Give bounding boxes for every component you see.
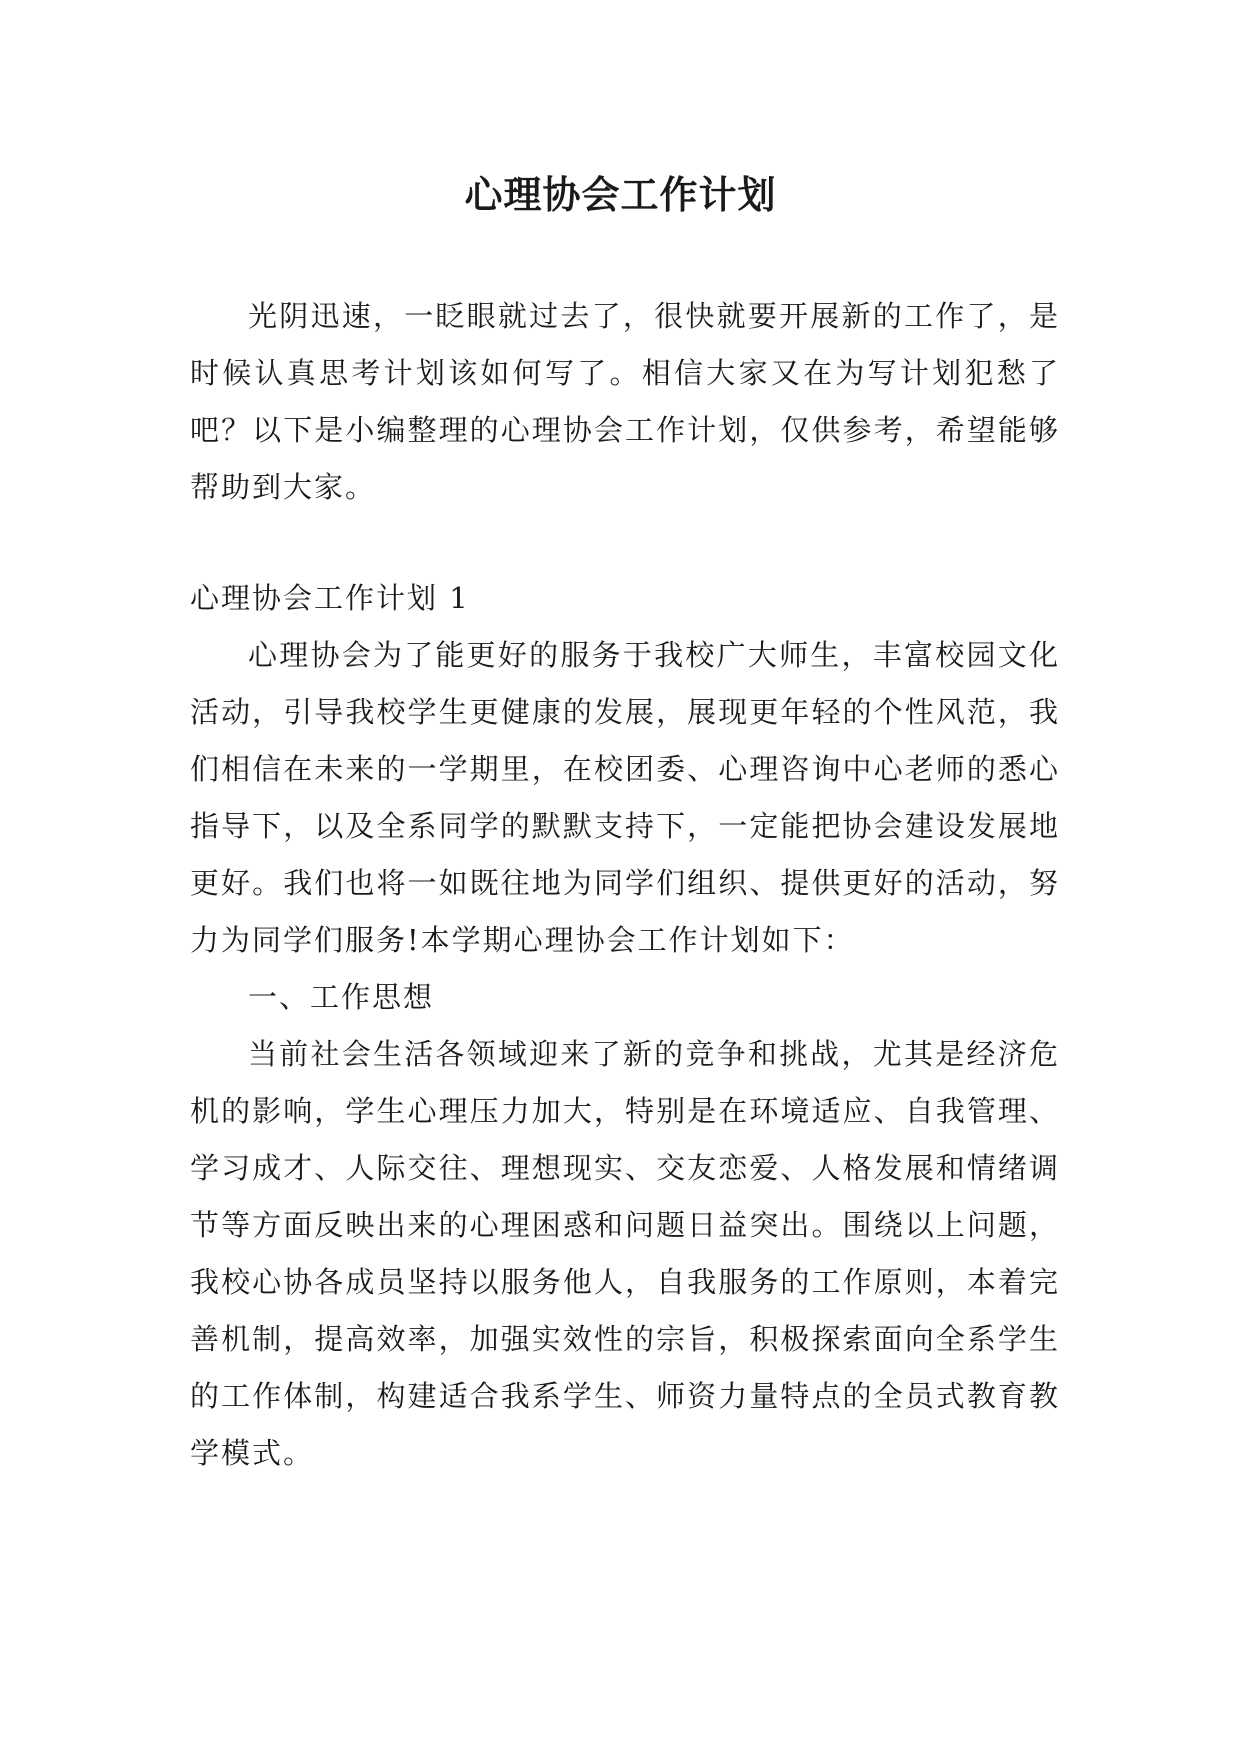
document-title: 心理协会工作计划 <box>464 173 777 218</box>
document-body <box>190 288 1060 1482</box>
section-heading: 心理协会工作计划 1 <box>190 581 470 615</box>
subheading-work-thought: 一、工作思想 <box>248 980 435 1014</box>
body-paragraph-1: 心理协会为了能更好的服务于我校广大师生，丰富校园文化活动，引导我校学生更健康的发展，展现更年轻的个性风范，我们相信在未来的一学期里，在校团委、心理咨询中心老师的悉心指导下，以及全系同学的默默支持下，一定能把协会建设发展地更好。我们也将一如既往地为同学们组织、提供更好的活动，努力为同学们服务!本学期心理协会工作计划如下： <box>190 638 1060 957</box>
intro-paragraph: 光阴迅速，一眨眼就过去了，很快就要开展新的工作了，是时候认真思考计划该如何写了。相信大家又在为写计划犯愁了吧？以下是小编整理的心理协会工作计划，仅供参考，希望能够帮助到大家。 <box>190 299 1060 504</box>
body-paragraph-2: 当前社会生活各领域迎来了新的竞争和挑战，尤其是经济危机的影响，学生心理压力加大，特别是在环境适应、自我管理、学习成才、人际交往、理想现实、交友恋爱、人格发展和情绪调节等方面反映出来的心理困惑和问题日益突出。围绕以上问题，我校心协各成员坚持以服务他人，自我服务的工作原则，本着完善机制，提高效率，加强实效性的宗旨，积极探索面向全系学生的工作体制，构建适合我系学生、师资力量特点的全员式教育教学模式。 <box>190 1037 1060 1470</box>
